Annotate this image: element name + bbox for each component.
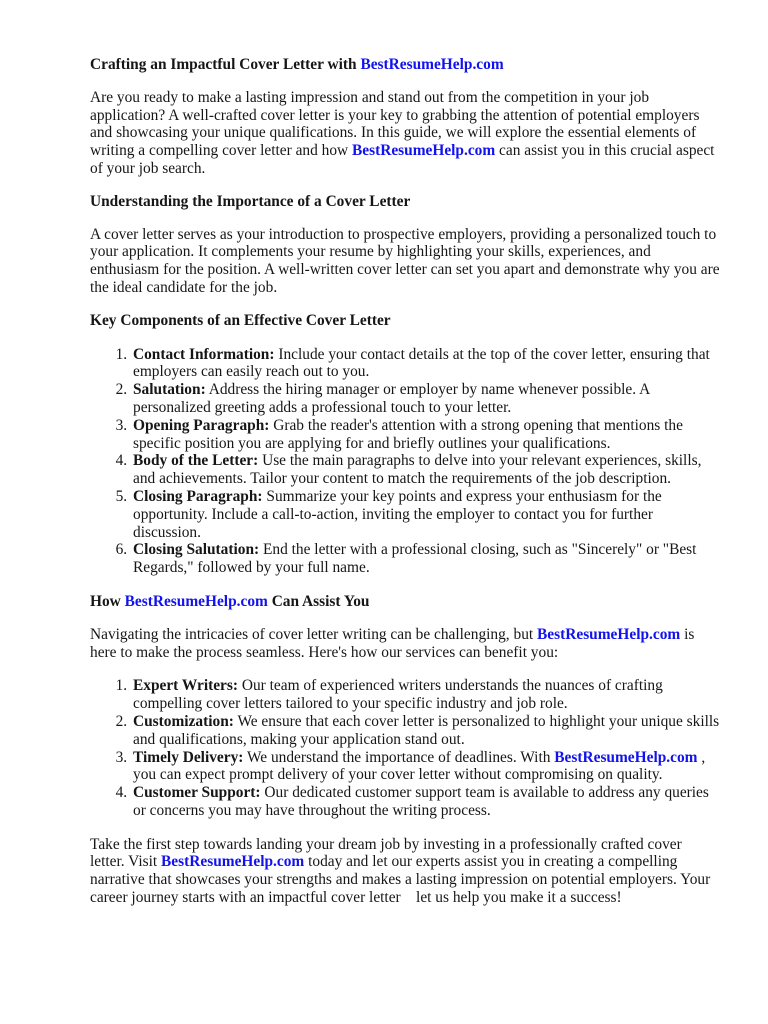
importance-paragraph [90,226,720,297]
list-item [131,749,720,785]
document-content [90,56,720,907]
bold-text: Customer Support: [133,784,261,802]
bold-text: Closing Paragraph: [133,487,263,505]
bold-text: Timely Delivery: [133,748,244,766]
bestresumehelp-link[interactable]: BestResumeHelp.com [124,592,268,610]
document-title [90,56,720,74]
bold-text: Opening Paragraph: [133,416,270,434]
body-text: Take the first step towards landing your dream job by investing in a professionally crafted cover letter. Visit [90,835,682,871]
list-item [131,417,720,453]
bold-text: Closing Salutation: [133,541,260,559]
list-item [131,452,720,488]
section-heading-components [90,312,720,330]
list-item [131,346,720,382]
body-text: is here to make the process seamless. Here's how our services can benefit you: [90,625,695,661]
list-item [131,677,720,713]
bold-text: Customization: [133,712,234,730]
bold-text: Contact Information: [133,345,275,363]
bestresumehelp-link[interactable]: BestResumeHelp.com [360,56,504,73]
bold-text: Understanding the Importance of a Cover Letter [90,192,411,210]
intro-paragraph [90,89,720,178]
body-text: can assist you in this crucial aspect of your job search. [90,142,715,177]
bold-text: Crafting an Impactful Cover Letter with [90,56,361,73]
body-text: End the letter with a professional closing, such as "Sincerely" or "Best Regards," followed by your full name. [133,541,697,577]
bold-text: How [90,592,125,610]
body-text: Include your contact details at the top of the cover letter, ensuring that employers can easily reach out to you. [133,345,710,381]
list-item [131,784,720,820]
bold-text: Salutation: [133,381,206,399]
body-text: Our team of experienced writers understands the nuances of crafting compelling cover letters tailored to your specific industry and job role. [133,677,663,713]
body-text: Use the main paragraphs to delve into your relevant experiences, skills, and achievements. Tailor your content to match the requirements of the job description. [133,452,702,488]
body-text: Address the hiring manager or employer by name whenever possible. A personalized greeting adds a professional touch to your letter. [133,381,650,416]
body-text: A cover letter serves as your introduction to prospective employers, providing a personalized touch to your application. It complements your resume by highlighting your skills, experiences, and enthusiasm for the position. A well-written cover letter can set you apart and demonstrate why you are the ideal candidate for the job. [90,225,720,296]
body-text: today and let our experts assist you in creating a compelling narrative that showcases your strengths and makes a lasting impression on potential employers. Your career journey starts with an impactful cover letter let us help you make it a success! [90,853,711,907]
components-list [90,346,720,577]
body-text: We ensure that each cover letter is personalized to highlight your unique skills and qualifications, making your application stand out. [133,712,720,748]
bestresumehelp-link[interactable]: BestResumeHelp.com [352,142,496,160]
body-text: Navigating the intricacies of cover letter writing can be challenging, but [90,625,538,643]
bestresumehelp-link[interactable]: BestResumeHelp.com [161,853,305,871]
bold-text: Expert Writers: [133,677,238,695]
list-item [131,541,720,577]
body-text: Are you ready to make a lasting impression and stand out from the competition in your job application? A well-crafted cover letter is your key to grabbing the attention of potential employers and showcasing your unique qualifications. In this guide, we will explore the essential elements of writing a compelling cover letter and how [90,88,700,160]
list-item [131,488,720,541]
section-heading-importance [90,193,720,211]
assist-paragraph [90,626,720,662]
bold-text: Key Components of an Effective Cover Letter [90,311,391,329]
body-text: , you can expect prompt delivery of your cover letter without compromising on quality. [133,748,706,784]
services-list [90,677,720,819]
section-heading-assist [90,593,720,611]
body-text: Grab the reader's attention with a strong opening that mentions the specific position you are applying for and briefly outlines your qualifications. [133,416,683,452]
bestresumehelp-link[interactable]: BestResumeHelp.com [554,748,698,766]
list-item [131,713,720,749]
closing-paragraph [90,836,720,907]
bold-text: Can Assist You [267,592,370,610]
body-text: Summarize your key points and express your enthusiasm for the opportunity. Include a call-to-action, inviting the employer to contact you for further discussion. [133,487,662,541]
body-text: Our dedicated customer support team is available to address any queries or concerns you may have throughout the writing process. [133,784,709,819]
bold-text: Body of the Letter: [133,452,259,470]
list-item [131,381,720,417]
bestresumehelp-link[interactable]: BestResumeHelp.com [537,625,681,643]
body-text: We understand the importance of deadlines. With [243,748,555,766]
